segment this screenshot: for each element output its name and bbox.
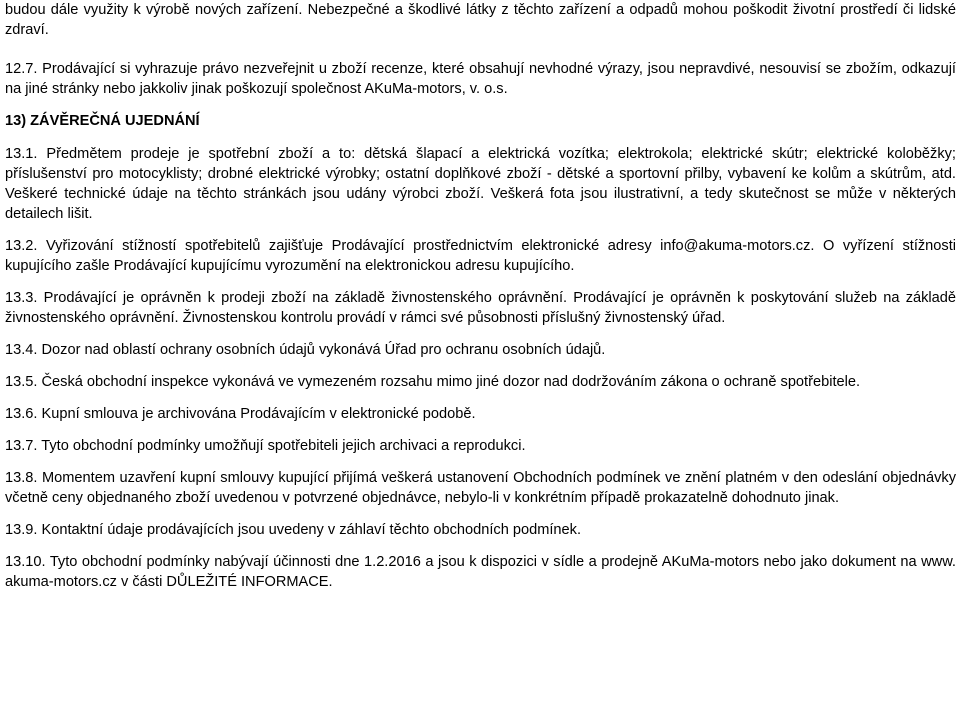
section-heading: 13) ZÁVĚREČNÁ UJEDNÁNÍ [5,113,200,129]
clause-13-8: 13.8. Momentem uzavření kupní smlouvy kupující přijímá veškerá ustanovení Obchodních podmínek ve znění platném v den odeslání objednávky včetně ceny objednaného zboží uvedenou v potvrzené objednávce, nebylo-li v konkrétním případě prokazatelně dohodnuto jinak. [5,470,956,506]
clause-13-4: 13.4. Dozor nad oblastí ochrany osobních údajů vykonává Úřad pro ochranu osobních údajů. [5,342,606,358]
clause-13-10: 13.10. Tyto obchodní podmínky nabývají účinnosti dne 1.2.2016 a jsou k dispozici v sídle a prodejně AKuMa-motors nebo jako dokument na www. akuma-motors.cz v části DŮLEŽITÉ INFORMACE. [5,554,956,590]
clause-13-6: 13.6. Kupní smlouva je archivována Prodávajícím v elektronické podobě. [5,406,476,422]
clause-13-1: 13.1. Předmětem prodeje je spotřební zboží a to: dětská šlapací a elektrická vozítka; elektrokola; elektrické skútr; elektrické koloběžky; příslušenství pro motocyklisty; drobné elektrické výrobky; ostatní doplňkové zboží - dětské a sportovní přilby, vybavení ke kolům a skútrům, atd. Veškeré technické údaje na těchto stránkách jsou udány výrobci zboží. Veškerá fota jsou ilustrativní, a tedy skutečnost se může v některých detailech lišit. [5,146,956,222]
document-page [5,0,956,604]
paragraph-intro: budou dále využity k výrobě nových zařízení. Nebezpečné a škodlivé látky z těchto zařízení a odpadů mohou poškodit životní prostředí či lidské zdraví. [5,2,956,38]
clause-13-7: 13.7. Tyto obchodní podmínky umožňují spotřebiteli jejich archivaci a reprodukci. [5,438,526,454]
clause-13-5: 13.5. Česká obchodní inspekce vykonává ve vymezeném rozsahu mimo jiné dozor nad dodržováním zákona o ochraně spotřebitele. [5,374,861,390]
clause-13-2: 13.2. Vyřizování stížností spotřebitelů zajišťuje Prodávající prostřednictvím elektronické adresy info@akuma-motors.cz. O vyřízení stížnosti kupujícího zašle Prodávající kupujícímu vyrozumění na elektronickou adresu kupujícího. [5,238,956,274]
clause-13-9: 13.9. Kontaktní údaje prodávajících jsou uvedeny v záhlaví těchto obchodních podmínek. [5,522,582,538]
clause-12-7: 12.7. Prodávající si vyhrazuje právo nezveřejnit u zboží recenze, které obsahují nevhodné výrazy, jsou nepravdivé, nesouvisí se zbožím, odkazují na jiné stránky nebo jakkoliv jinak poškozují společnost AKuMa-motors, v. o.s. [5,61,956,97]
clause-13-3: 13.3. Prodávající je oprávněn k prodeji zboží na základě živnostenského oprávnění. Prodávající je oprávněn k poskytování služeb na základě živnostenského oprávnění. Živnostenskou kontrolu provádí v rámci své působnosti příslušný živnostenský úřad. [5,290,956,326]
